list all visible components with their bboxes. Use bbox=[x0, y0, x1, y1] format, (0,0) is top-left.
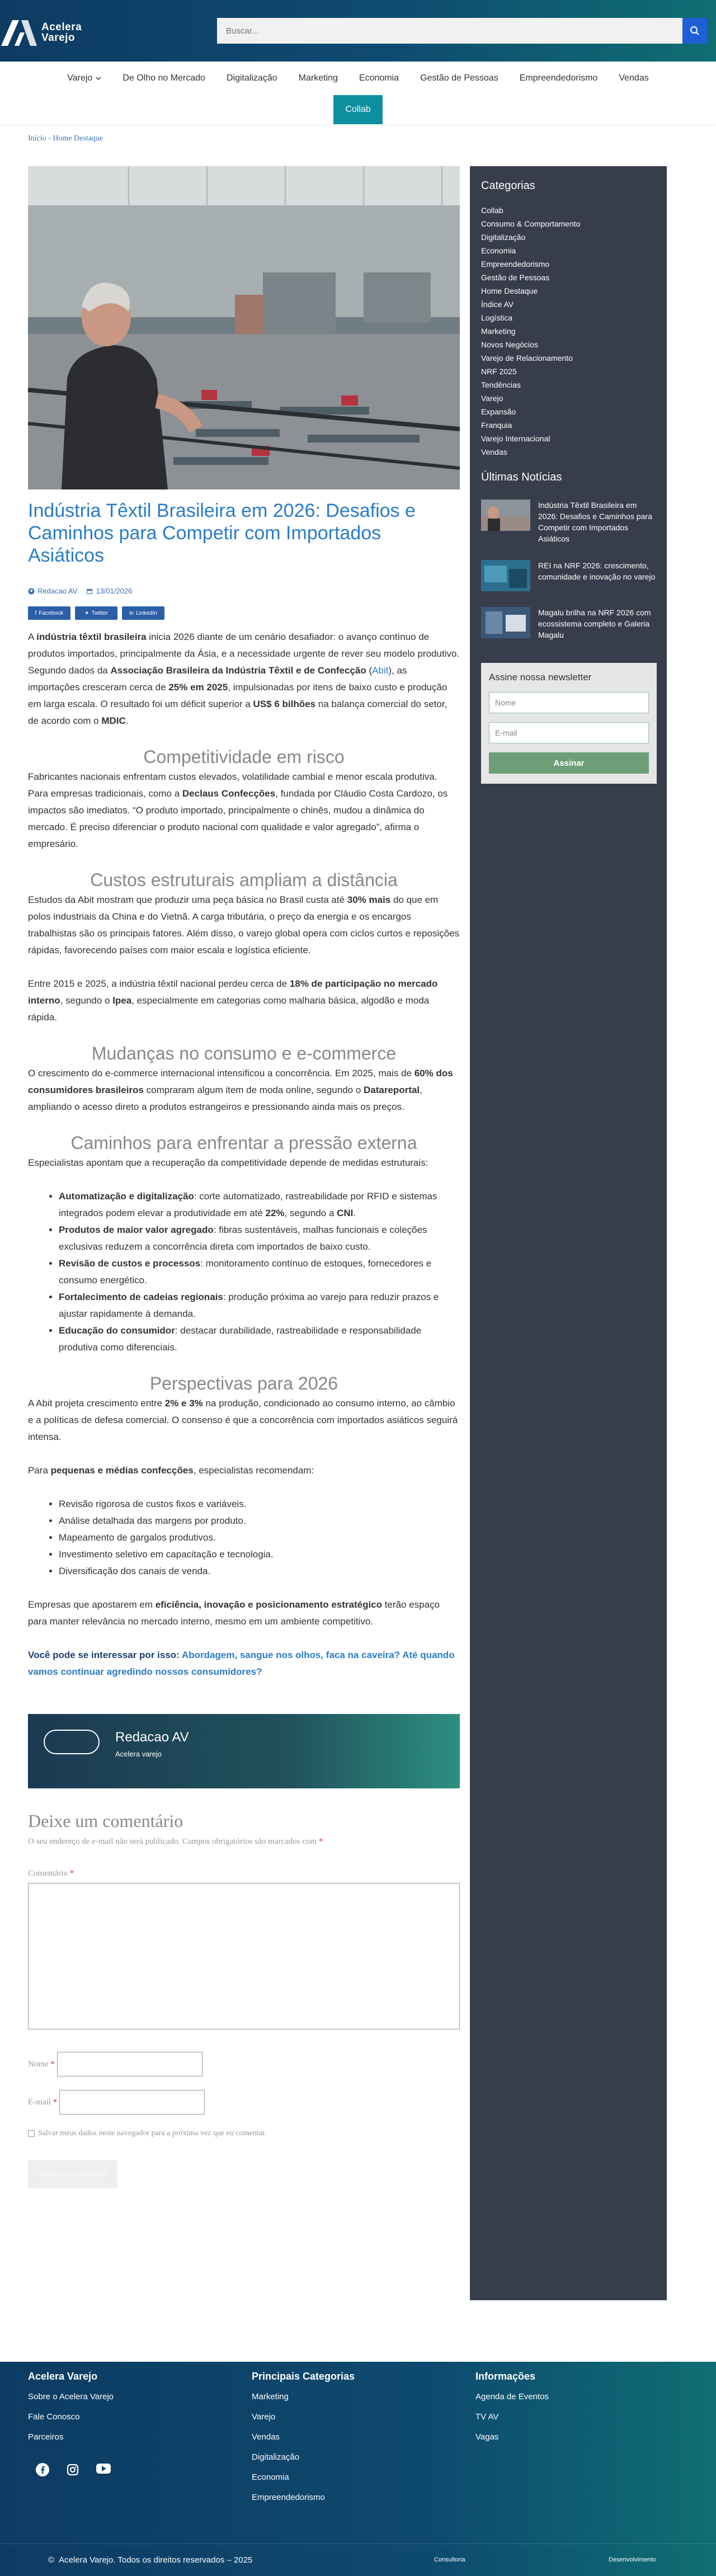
save-data-label: Salvar meus dados neste navegador para a próxima vez que eu comentar. bbox=[38, 2129, 267, 2137]
name-field[interactable] bbox=[57, 2052, 202, 2076]
category-item[interactable]: Índice AV bbox=[481, 300, 514, 309]
category-item[interactable]: Digitalização bbox=[481, 233, 526, 242]
category-item[interactable]: Logística bbox=[481, 313, 513, 322]
section-heading: Perspectivas para 2026 bbox=[149, 1373, 338, 1393]
author-name: Redacao AV bbox=[37, 587, 78, 595]
instagram-icon[interactable] bbox=[66, 2463, 79, 2476]
categories-title: Categorias bbox=[481, 180, 535, 192]
copyright-bar bbox=[0, 2544, 716, 2576]
paragraph: Entre 2015 e 2025, a indústria têxtil nacional perdeu cerca de 18% de participação no mercado interno, segundo o Ipea, especialmente em categorias como malharia básica, algodão e moda rápida. bbox=[28, 978, 438, 1023]
newsletter-box bbox=[481, 663, 657, 784]
email-label: E-mail * bbox=[28, 2097, 58, 2107]
name-row bbox=[28, 2052, 460, 2076]
name-label: Nome * bbox=[28, 2059, 55, 2069]
nav-item-digitalizacao[interactable]: Digitalização bbox=[226, 73, 277, 83]
youtube-icon[interactable] bbox=[96, 2463, 111, 2474]
nav-item-empreendedorismo[interactable]: Empreendedorismo bbox=[519, 73, 598, 83]
footer-col-categories bbox=[252, 2371, 355, 2503]
comment-textarea[interactable] bbox=[28, 1883, 460, 2029]
logo-line1: Acelera bbox=[41, 21, 82, 33]
paragraph: Para pequenas e médias confecções, especialistas recomendam: bbox=[28, 1465, 314, 1476]
search-icon bbox=[690, 26, 700, 36]
related-post: Você pode se interessar por isso: Abordagem, sangue nos olhos, faca na caveira? Até quando vamos continuar agredindo nossos consumidores? bbox=[28, 1650, 455, 1677]
category-item[interactable]: Gestão de Pessoas bbox=[481, 273, 550, 282]
category-item[interactable]: Tendências bbox=[481, 380, 521, 389]
category-item[interactable]: Home Destaque bbox=[481, 286, 538, 295]
news-thumbnail bbox=[481, 500, 530, 531]
footer-link[interactable]: TV AV bbox=[475, 2412, 499, 2422]
site-footer bbox=[0, 2362, 716, 2576]
footer-link[interactable]: Economia bbox=[252, 2473, 289, 2482]
section-heading: Caminhos para enfrentar a pressão externa bbox=[70, 1133, 417, 1153]
footer-link[interactable]: Digitalização bbox=[252, 2452, 300, 2462]
nav-item-economia[interactable]: Economia bbox=[359, 73, 399, 83]
footer-link[interactable]: Sobre o Acelera Varejo bbox=[28, 2392, 114, 2401]
comment-title: Deixe um comentário bbox=[28, 1811, 183, 1831]
calendar-icon bbox=[86, 588, 93, 595]
category-item[interactable]: Vendas bbox=[481, 448, 507, 456]
footer-link[interactable]: Empreendedorismo bbox=[252, 2493, 325, 2502]
search-bar bbox=[217, 18, 707, 44]
user-icon bbox=[28, 588, 35, 595]
share-linkedin-button[interactable] bbox=[122, 606, 164, 620]
footer-link[interactable]: Fale Conosco bbox=[28, 2412, 80, 2422]
newsletter-email-input[interactable]: E-mail bbox=[489, 722, 649, 743]
article-body bbox=[28, 629, 460, 1680]
paragraph: Especialistas apontam que a recuperação da competitividade depende de medidas estruturais: bbox=[28, 1157, 428, 1168]
list-item: • Produtos de maior valor agregado: fibras sustentáveis, malhas funcionais e coleções exclusivas reduzem a concorrência direta com importados de baixo custo. bbox=[59, 1222, 460, 1255]
share-twitter-button[interactable] bbox=[75, 606, 117, 620]
category-item[interactable]: Empreendedorismo bbox=[481, 260, 550, 269]
post-meta bbox=[28, 587, 460, 595]
newsletter-title: Assine nossa newsletter bbox=[489, 672, 592, 682]
share-buttons bbox=[28, 606, 460, 620]
category-item[interactable]: Expansão bbox=[481, 407, 516, 416]
measures-list bbox=[59, 1188, 460, 1356]
share-label: Twitter bbox=[91, 610, 108, 616]
newsletter-subscribe-button[interactable]: Assinar bbox=[489, 752, 649, 774]
paragraph: O crescimento do e-commerce internacional intensificou a concorrência. Em 2025, mais de 60% dos consumidores brasileiros compraram algum item de moda online, segundo o Datareportal, ampliando o acesso direto a produtos estrangeiros e pressionando ainda mais os preços. bbox=[28, 1068, 453, 1112]
footer-col-acelera bbox=[28, 2371, 114, 2476]
nav-item-de-olho[interactable]: De Olho no Mercado bbox=[123, 73, 205, 83]
categories-list bbox=[481, 204, 656, 459]
site-logo[interactable] bbox=[0, 18, 82, 47]
email-field[interactable] bbox=[59, 2090, 205, 2115]
facebook-icon[interactable] bbox=[36, 2463, 49, 2476]
category-item[interactable]: NRF 2025 bbox=[481, 367, 517, 376]
author-box-name: Redacao AV bbox=[115, 1730, 189, 1745]
post-date bbox=[86, 587, 132, 595]
footer-link[interactable]: Parceiros bbox=[28, 2432, 64, 2442]
copyright-text: Acelera Varejo. Todos os direitos reservados – 2025 bbox=[59, 2555, 253, 2565]
latest-news-item[interactable] bbox=[481, 607, 656, 641]
abit-link[interactable]: Abit bbox=[372, 665, 389, 676]
section-heading: Custos estruturais ampliam a distância bbox=[90, 870, 398, 890]
paragraph-intro: A indústria têxtil brasileira inicia 2026 diante de um cenário desafiador: o avanço contínuo de produtos importados, principalmente da Ásia, e a necessidade urgente de rever seu modelo produtivo. Segundo dados da Associação Brasileira da Indústria Têxtil e de Confecção (Abit), as importações cresceram cerca de 25% em 2025, impulsionadas por itens de baixo custo e produção em larga escala. O resultado foi um déficit superior a US$ 6 bilhões na balança comercial do setor, de acordo com o MDIC. bbox=[28, 632, 460, 726]
logo-line2: Varejo bbox=[41, 32, 76, 44]
category-item[interactable]: Franquia bbox=[481, 421, 512, 430]
category-item[interactable]: Novos Negócios bbox=[481, 340, 538, 349]
sidebar bbox=[470, 166, 667, 2300]
social-links bbox=[36, 2463, 114, 2476]
site-header bbox=[0, 0, 716, 62]
footer-heading: Principais Categorias bbox=[252, 2371, 355, 2382]
save-data-row bbox=[28, 2129, 460, 2138]
date-text: 13/01/2026 bbox=[96, 587, 133, 595]
category-item[interactable]: Marketing bbox=[481, 327, 516, 336]
copyright bbox=[48, 2555, 252, 2565]
news-thumbnail bbox=[481, 560, 530, 591]
footer-link[interactable]: Varejo bbox=[252, 2412, 276, 2422]
nav-item-vendas[interactable]: Vendas bbox=[619, 73, 649, 83]
news-title: Indústria Têxtil Brasileira em 2026: Desafios e Caminhos para Competir com Importados Asiáticos bbox=[538, 501, 652, 543]
list-item: • Diversificação dos canais de venda. bbox=[59, 1563, 460, 1580]
chevron-down-icon bbox=[96, 77, 101, 80]
facebook-icon: f bbox=[35, 610, 37, 616]
twitter-icon: ✦ bbox=[84, 610, 90, 616]
latest-news-item[interactable] bbox=[481, 500, 656, 544]
category-item[interactable]: Collab bbox=[481, 206, 503, 215]
breadcrumb[interactable]: Início - Home Destaque bbox=[28, 134, 103, 143]
nav-item-marketing[interactable]: Marketing bbox=[298, 73, 338, 83]
nav-item-gestao[interactable]: Gestão de Pessoas bbox=[420, 73, 498, 83]
nav-label: Varejo bbox=[67, 73, 93, 83]
comment-label: Comentário * bbox=[28, 1869, 74, 1878]
paragraph: A Abit projeta crescimento entre 2% e 3% na produção, condicionado ao consumo interno, ao câmbio e a políticas de defesa comercial. O consenso é que a concorrência com importados asiáticos seguirá intensa. bbox=[28, 1398, 458, 1442]
footer-link[interactable]: Vendas bbox=[252, 2432, 280, 2442]
list-item: • Educação do consumidor: destacar durabilidade, rastreabilidade e responsabilidade produtiva como diferenciais. bbox=[59, 1322, 460, 1356]
factory-photo bbox=[28, 166, 460, 489]
category-item[interactable]: Consumo & Comportamento bbox=[481, 219, 581, 228]
main-nav bbox=[0, 62, 716, 124]
author-box bbox=[28, 1714, 460, 1788]
section-heading: Mudanças no consumo e e-commerce bbox=[91, 1043, 397, 1063]
paragraph: Estudos da Abit mostram que produzir uma peça básica no Brasil custa até 30% mais do que em polos industriais da China e do Vietnã. A carga tributária, o preço da energia e os encargos trabalhistas são os principais fatores. Além disso, o varejo global opera com ciclos curtos e reposições rápidas, favorecendo países com maior escala e logística eficiente. bbox=[28, 894, 460, 955]
list-item: • Investimento seletivo em capacitação e tecnologia. bbox=[59, 1546, 460, 1563]
list-item: • Automatização e digitalização: corte automatizado, rastreabilidade por RFID e sistemas integrados podem elevar a produtividade em até 22%, segundo a CNI. bbox=[59, 1188, 460, 1222]
author-avatar-button[interactable] bbox=[44, 1730, 100, 1754]
footer-link[interactable]: Vagas bbox=[475, 2432, 499, 2442]
list-item: • Mapeamento de gargalos produtivos. bbox=[59, 1529, 460, 1546]
footer-link[interactable]: Marketing bbox=[252, 2392, 289, 2401]
submit-comment-button[interactable]: Publicar comentário bbox=[28, 2160, 117, 2188]
footer-link[interactable]: Agenda de Eventos bbox=[475, 2392, 549, 2401]
nav-item-varejo[interactable] bbox=[56, 73, 112, 83]
news-thumbnail bbox=[481, 607, 530, 638]
search-input[interactable] bbox=[217, 18, 682, 44]
linkedin-icon: in bbox=[129, 610, 134, 616]
category-item[interactable]: Varejo de Relacionamento bbox=[481, 354, 573, 362]
list-item: • Análise detalhada das margens por produto. bbox=[59, 1513, 460, 1529]
latest-news-title: Últimas Notícias bbox=[481, 471, 562, 483]
share-label: LinkedIn bbox=[135, 610, 157, 616]
related-post-link[interactable]: Abordagem, sangue nos olhos, faca na caveira? Até quando vamos continuar agredindo nossos consumidores? bbox=[28, 1650, 455, 1677]
nav-item-collab[interactable]: Collab bbox=[333, 95, 383, 124]
comment-note: O seu endereço de e-mail não será publicado. Campos obrigatórios são marcados com * bbox=[28, 1837, 323, 1846]
list-item: • Fortalecimento de cadeias regionais: produção próxima ao varejo para reduzir prazos e ajustar rapidamente à demanda. bbox=[59, 1289, 460, 1322]
hero-image bbox=[28, 166, 460, 489]
latest-news-item[interactable] bbox=[481, 560, 656, 591]
copyright-icon: © bbox=[48, 2555, 55, 2565]
category-item[interactable]: Varejo Internacional bbox=[481, 434, 550, 443]
save-data-checkbox[interactable] bbox=[28, 2130, 35, 2137]
author-box-sub: Acelera varejo bbox=[115, 1750, 162, 1758]
post-author[interactable] bbox=[28, 587, 77, 595]
news-title: Magalu brilha na NRF 2026 com ecossistema completo e Galeria Magalu bbox=[538, 608, 651, 639]
section-heading: Competitividade em risco bbox=[143, 747, 345, 767]
recommendations-list bbox=[59, 1496, 460, 1580]
post-title: Indústria Têxtil Brasileira em 2026: Desafios e Caminhos para Competir com Importados Asiáticos bbox=[28, 500, 416, 566]
email-row bbox=[28, 2090, 460, 2115]
footer-heading: Informações bbox=[475, 2371, 536, 2382]
paragraph: Fabricantes nacionais enfrentam custos elevados, volatilidade cambial e menor escala produtiva. Para empresas tradicionais, como a Declaus Confecções, fundada por Cláudio Costa Cardozo, os impactos são imediatos. “O produto importado, principalmente o chinês, mudou a dinâmica do mercado. É preciso diferenciar o produto nacional com qualidade e valor agregado”, afirma o empresário. bbox=[28, 771, 448, 849]
share-label: Facebook bbox=[39, 610, 64, 616]
post-content bbox=[28, 166, 460, 2188]
paragraph: Empresas que apostarem em eficiência, inovação e posicionamento estratégico terão espaço para manter relevância no mercado interno, mesmo em um ambiente competitivo. bbox=[28, 1599, 440, 1627]
share-facebook-button[interactable] bbox=[28, 606, 70, 620]
footer-heading: Acelera Varejo bbox=[28, 2371, 98, 2382]
newsletter-name-input[interactable]: Nome bbox=[489, 692, 649, 713]
list-item: • Revisão de custos e processos: monitoramento contínuo de estoques, fornecedores e consumo energético. bbox=[59, 1255, 460, 1289]
category-item[interactable]: Economia bbox=[481, 246, 516, 255]
news-title: REI na NRF 2026: crescimento, comunidade e inovação no varejo bbox=[538, 561, 656, 581]
logo-av-icon bbox=[0, 18, 39, 47]
credit-desenvolvimento[interactable]: Desenvolvimento bbox=[609, 2556, 656, 2563]
category-item[interactable]: Varejo bbox=[481, 394, 503, 403]
comment-form bbox=[28, 1811, 460, 2188]
search-button[interactable] bbox=[682, 18, 707, 44]
credit-consultoria[interactable]: Consultoria bbox=[434, 2556, 465, 2563]
footer-col-info bbox=[475, 2371, 549, 2443]
list-item: • Revisão rigorosa de custos fixos e variáveis. bbox=[59, 1496, 460, 1513]
